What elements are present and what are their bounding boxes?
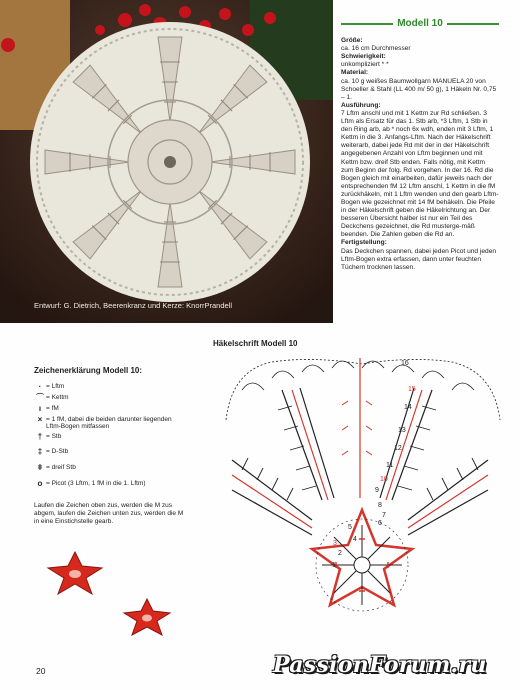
round-number: 3 <box>333 540 337 547</box>
single-crochet-icon: ı <box>38 404 42 413</box>
size-text: ca. 16 cm Durchmesser <box>341 45 411 53</box>
legend-label: = Stb <box>46 433 62 441</box>
round-number: 12 <box>394 445 402 452</box>
star-candle-decoration <box>118 596 176 638</box>
doily-photo <box>0 0 333 323</box>
finishing-heading: Fertigstellung: <box>341 239 387 247</box>
crochet-diagram-drawing <box>212 350 508 612</box>
round-number: 16 <box>401 360 409 367</box>
legend-title: Zeichenerklärung Modell 10: <box>34 366 143 375</box>
difficulty-text: unkompliziert * * <box>341 61 389 69</box>
legend-label: = 1 fM, dabei die beiden darunter liegenden Lftm-Bogen mitfassen <box>46 416 172 431</box>
round-number: 4 <box>353 536 357 543</box>
legend-item <box>34 394 184 402</box>
execution-heading: Ausführung: <box>341 101 381 109</box>
legend-label: = D-Stb <box>46 448 69 456</box>
legend-note: Laufen die Zeichen oben zus, werden die M zus abgem, laufen die Zeichen unten zus, werden die M in eine Einstichstelle gearb. <box>34 502 184 526</box>
model-title: Modell 10 <box>397 18 443 29</box>
round-number: 1 <box>332 562 336 569</box>
legend-label: = Kettm <box>46 394 69 401</box>
model-header <box>341 20 499 28</box>
round-number: 11 <box>386 462 394 469</box>
difficulty-heading: Schwierigkeit: <box>341 53 386 61</box>
round-number: 8 <box>378 502 382 509</box>
material-text: ca. 10 g weißes Baumwollgarn MANUELA 20 von Schoeller & Stahl (LL 400 m/ 50 g), 1 Häkeln Nr. 0,75 – 1. <box>341 77 497 101</box>
page-number: 20 <box>36 666 46 676</box>
round-number: 10 <box>380 476 388 483</box>
star-candle-decoration <box>40 548 110 598</box>
header-rule-right <box>447 23 499 25</box>
doily-photo-image <box>0 0 333 323</box>
symbol-legend <box>34 366 184 526</box>
material-heading: Material: <box>341 69 369 77</box>
legend-item <box>34 464 184 472</box>
round-number: 2 <box>338 550 342 557</box>
round-number: 5 <box>348 524 352 531</box>
legend-item <box>34 448 184 456</box>
legend-item <box>34 433 184 441</box>
crochet-diagram <box>212 350 508 612</box>
round-number: 14 <box>404 404 412 411</box>
legend-item <box>34 416 184 430</box>
legend-label: = fM <box>46 405 59 412</box>
double-crochet-icon: † <box>37 432 43 442</box>
picot-icon: о <box>37 479 43 489</box>
legend-item <box>34 383 184 391</box>
chart-title: Häkelschrift Modell 10 <box>213 339 298 348</box>
round-number: 7 <box>382 512 386 519</box>
round-number: 15 <box>408 386 416 393</box>
size-heading: Größe: <box>341 37 363 45</box>
legend-item <box>34 405 184 413</box>
photo-credit: Entwurf: G. Dietrich, Beerenkranz und Kerze: KnorrPrandell <box>34 301 233 310</box>
finishing-text: Das Deckchen spannen, dabei jeden Picot und jeden Lftm-Bogen extra erfassen, dann unter feuchten Tüchern trocknen lassen. <box>341 247 497 271</box>
round-number: 9 <box>375 487 379 494</box>
pattern-instructions <box>341 20 499 272</box>
triple-treble-icon: ǂ <box>37 463 43 473</box>
round-number: 13 <box>398 427 406 434</box>
watermark: PassionForum.ru <box>273 652 487 678</box>
legend-label: = Picot (3 Lftm, 1 fM in die 1. Lftm) <box>46 480 146 488</box>
execution-text: 7 Lftm anschl und mit 1 Kettm zur Rd schließen. 3 Lftm als Ersatz für das 1. Stb arb, *3 Lftm, 1 Stb in den Ring arb, ab * noch 6x wdh, enden mit 3 Lftm, 1 Kettm in die 3. Anfangs-Lftm. Nach der Häkelschrift weiterarb, dabei jede Rd mit der in der Häkelschrift angegebenen Anzahl von Lftm beginnen und mit Kettm bzw. dreif Stb enden. Falls nötig, mit Kettm zum Beginn der folg. Rd vorgehen. In der 16. Rd die Bogen gleich mit einarbeiten, dafür jeweils nach der entsprechenden fM 12 Lftm anschl, 1 Kettm in die fM zurückhäkeln, mit 1 Lftm wenden und den gearb Lftm-Bogen wie gezeichnet mit 14 fM behäkeln. Die Pfeile in der Häkelschrift geben die Häkelrichtung an. Der besseren Übersicht halber ist nur ein Teil des Deckchens gezeichnet, die Rd musterge-mäß beenden. Die Zahlen geben die Rd an. <box>341 109 499 239</box>
header-rule-left <box>341 23 393 25</box>
legend-label: = Lftm <box>46 383 65 390</box>
chain-stitch-icon: · <box>38 382 42 391</box>
sc-together-icon: × <box>37 415 43 424</box>
legend-item <box>34 480 184 488</box>
legend-label: = dreif Stb <box>46 464 76 472</box>
treble-crochet-icon: ‡ <box>37 447 43 457</box>
slip-stitch-icon: ⌒ <box>36 393 44 402</box>
round-number: 6 <box>378 520 382 527</box>
